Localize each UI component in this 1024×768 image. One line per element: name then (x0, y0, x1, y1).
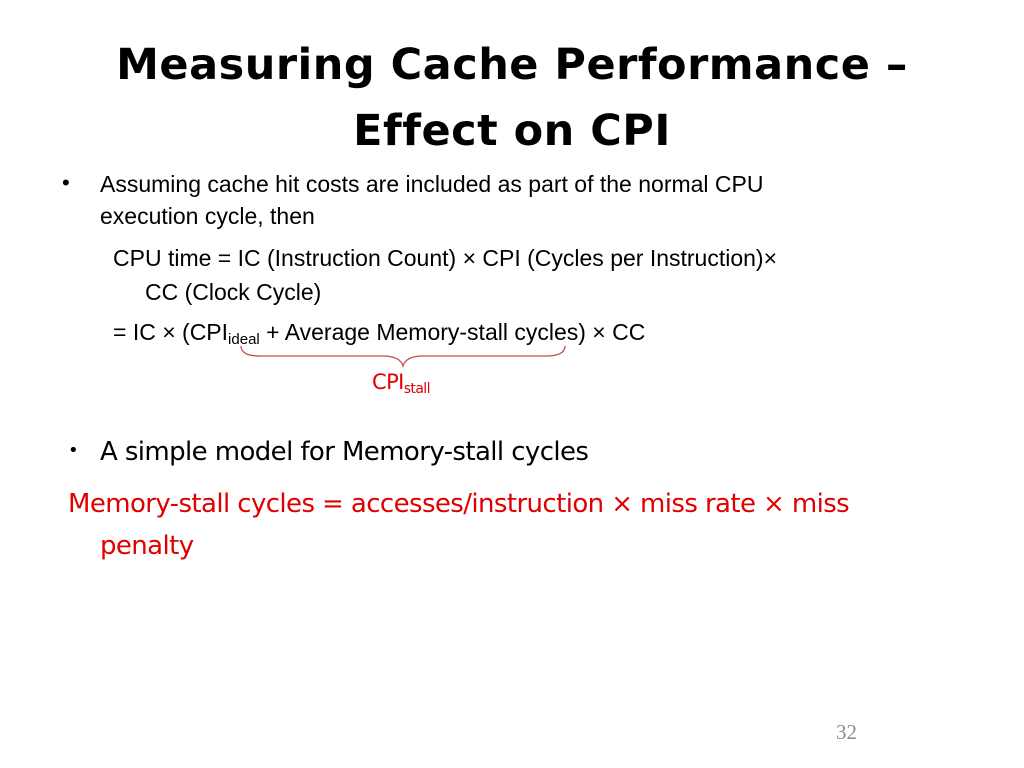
equation-suffix: + Average Memory-stall cycles) × CC (259, 319, 646, 345)
bullet-2-text: A simple model for Memory-stall cycles (100, 437, 589, 467)
bullet-1-line-2: execution cycle, then (100, 203, 315, 229)
cpu-time-equation-line-1: CPU time = IC (Instruction Count) × CPI (Cycles per Instruction)× (113, 245, 778, 271)
underbrace-icon (240, 344, 566, 368)
memory-stall-formula-line-2: penalty (100, 531, 194, 561)
page-number: 32 (836, 720, 857, 744)
memory-stall-formula-line-1: Memory-stall cycles = accesses/instruction × miss rate × miss (68, 489, 850, 519)
equation-prefix: = IC × (CPI (113, 319, 229, 345)
cpi-stall-label (372, 366, 430, 398)
bullet-1-line-1: Assuming cache hit costs are included as part of the normal CPU (100, 171, 764, 197)
slide-title-line-2: Effect on CPI (353, 106, 671, 156)
cpi-stall-base: CPI (372, 370, 404, 394)
slide-title-line-1: Measuring Cache Performance – (116, 40, 908, 90)
cpu-time-equation-line-2: CC (Clock Cycle) (145, 279, 322, 305)
ideal-subscript: ideal (228, 331, 260, 348)
bullet-marker: • (62, 170, 70, 195)
bullet-marker: • (68, 440, 79, 461)
stall-subscript: stall (403, 381, 430, 397)
